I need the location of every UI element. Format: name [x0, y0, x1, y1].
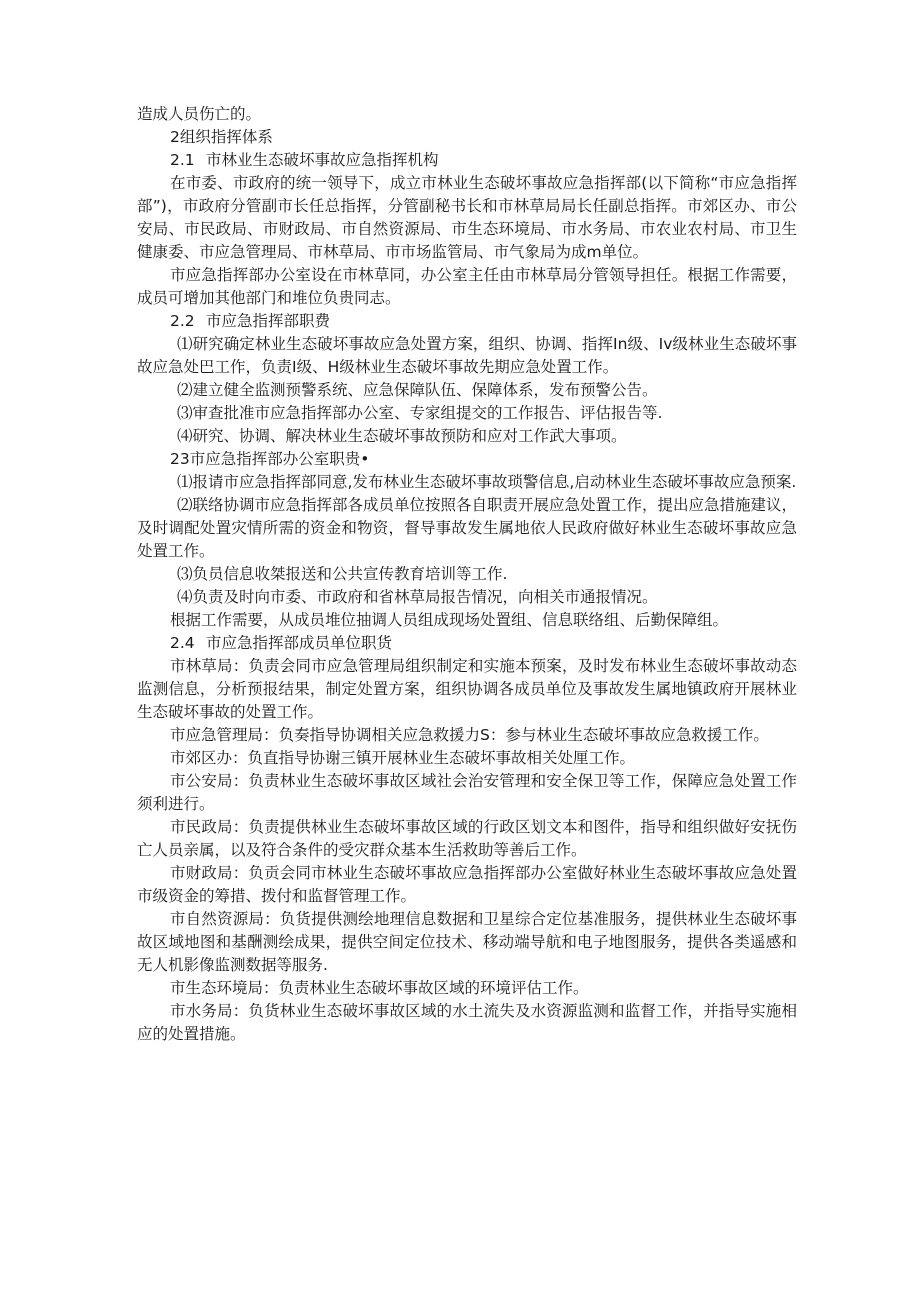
subsection-number: 2.2 — [170, 312, 195, 330]
paragraph: 在市委、市政府的统一领导下，成立市林业生态破坏事故应急指挥部(以下简称“市应急指挥部”)，市政府分管副市长任总指挥，分管副秘书长和市林草局局长任副总指挥。市郊区办、市公安局、市民政局、市财政局、市自然资源局、市生态环境局、市水务局、市农业农村局、市卫生健康委、市应急管理局、市林草局、市市场监管局、市气象局为成m单位。 — [137, 174, 797, 261]
paragraph: 造成人员伤亡的。 — [137, 105, 262, 123]
document-body — [137, 103, 797, 1046]
paragraph: 市应急指挥部办公室设在市林草同，办公室主任由市林草局分管领导担任。根据工作需要，成员可增加其他部门和堆位负贵同志。 — [137, 266, 797, 307]
list-item: ⑶负员信息收桀报送和公共宣传教育培训等工作. — [177, 565, 508, 583]
list-item: ⑷研究、协调、解决林业生态破坏事故预防和应对工作武大事项。 — [177, 427, 627, 445]
subsection-title: 市林业生态破坏事故应急指挥机构 — [206, 151, 439, 169]
paragraph: 市应急管理局：负奏指导协调相关应急救援力S：参与林业生态破坏事故应急救援工作。 — [170, 726, 769, 744]
subsection-heading — [137, 632, 797, 655]
paragraph: 市生态环境局：负责林业生态破坏事故区域的环境评估工作。 — [170, 979, 589, 997]
paragraph: 市水务局：负货林业生态破坏事故区域的水土流失及水资源监测和监督工作，并指导实施相应的处置措施。 — [137, 1002, 797, 1043]
paragraph: 市林草局：负责会同市应急管理局组织制定和实施本预案，及时发布林业生态破坏事故动态监测信息，分析预报结果，制定处置方案，组织协调各成员单位及事故发生属地镇政府开展林业生态破坏事故的处置工作。 — [137, 657, 797, 721]
paragraph: 市民政局：负责提供林业生态破坏事故区域的行政区划文本和图件，指导和组织做好安抚伤亡人员亲属，以及符合条件的受灾群众基本生活救助等善后工作。 — [137, 818, 797, 859]
paragraph: 根据工作需要，从成员堆位抽调人员组成现场处置组、信息联络组、后勤保障组。 — [170, 611, 729, 629]
list-item: ⑴研究确定林业生态破坏事故应急处置方案，组织、协调、指挥In级、Iv级林业生态破坏事故应急处巴工作，负责I级、H级林业生态破坏事故先期应急处置工作。 — [137, 335, 797, 376]
subsection-heading — [137, 310, 797, 333]
list-item: ⑴报请市应急指挥部同意,发布林业生态破坏事故琐警信息,启动林业生态破坏事故应急预案. — [177, 473, 797, 491]
subsection-number: 2.1 — [170, 151, 195, 169]
subsection-number: 2.4 — [170, 634, 195, 652]
subsection-heading — [137, 149, 797, 172]
subsection-title: 市应急指挥部成员单位职货 — [206, 634, 393, 652]
list-item: ⑵建立健全监测预警系统、应急保障队伍、保障体系，发布预警公告。 — [177, 381, 658, 399]
list-item: ⑷负责及时向市委、市政府和省林草局报告情况，向相关市通报情况。 — [177, 588, 658, 606]
subsection-heading: 23市应急指挥部办公室职贵• — [170, 450, 370, 468]
paragraph: 市财政局：负贡会同市林业生态破坏事故应急指挥部办公室做好林业生态破坏事故应急处置市级资金的筹措、拨付和监督管理工作。 — [137, 864, 797, 905]
list-item: ⑵联络协调市应急指挥部各成员单位按照各自职责开展应急处置工作，提出应急措施建议，及时调配处置灾情所需的资金和物资，督导事故发生属地依人民政府做好林业生态破坏事故应急处置工作。 — [137, 496, 798, 560]
list-item: ⑶审查批准市应急指挥部办公室、专家组提交的工作报告、评估报告等. — [177, 404, 663, 422]
subsection-title: 市应急指挥部职费 — [206, 312, 331, 330]
section-heading: 2组织指挥体系 — [170, 128, 273, 146]
paragraph: 市公安局：负责林业生态破坏事故区域社会治安管理和安全保卫等工作，保障应急处置工作须利进行。 — [137, 772, 797, 813]
paragraph: 市自然资源局：负货提供测绘地理信息数据和卫星综合定位基准服务，提供林业生态破坏事故区域地图和基酬测绘成果，提供空间定位技术、移动端导航和电子地图服务，提供各类遥感和无人机影像监测数据等服务. — [137, 910, 797, 974]
paragraph: 市郊区办：负直指导协谢三镇开展林业生态破坏事故相关处厘工作。 — [170, 749, 636, 767]
